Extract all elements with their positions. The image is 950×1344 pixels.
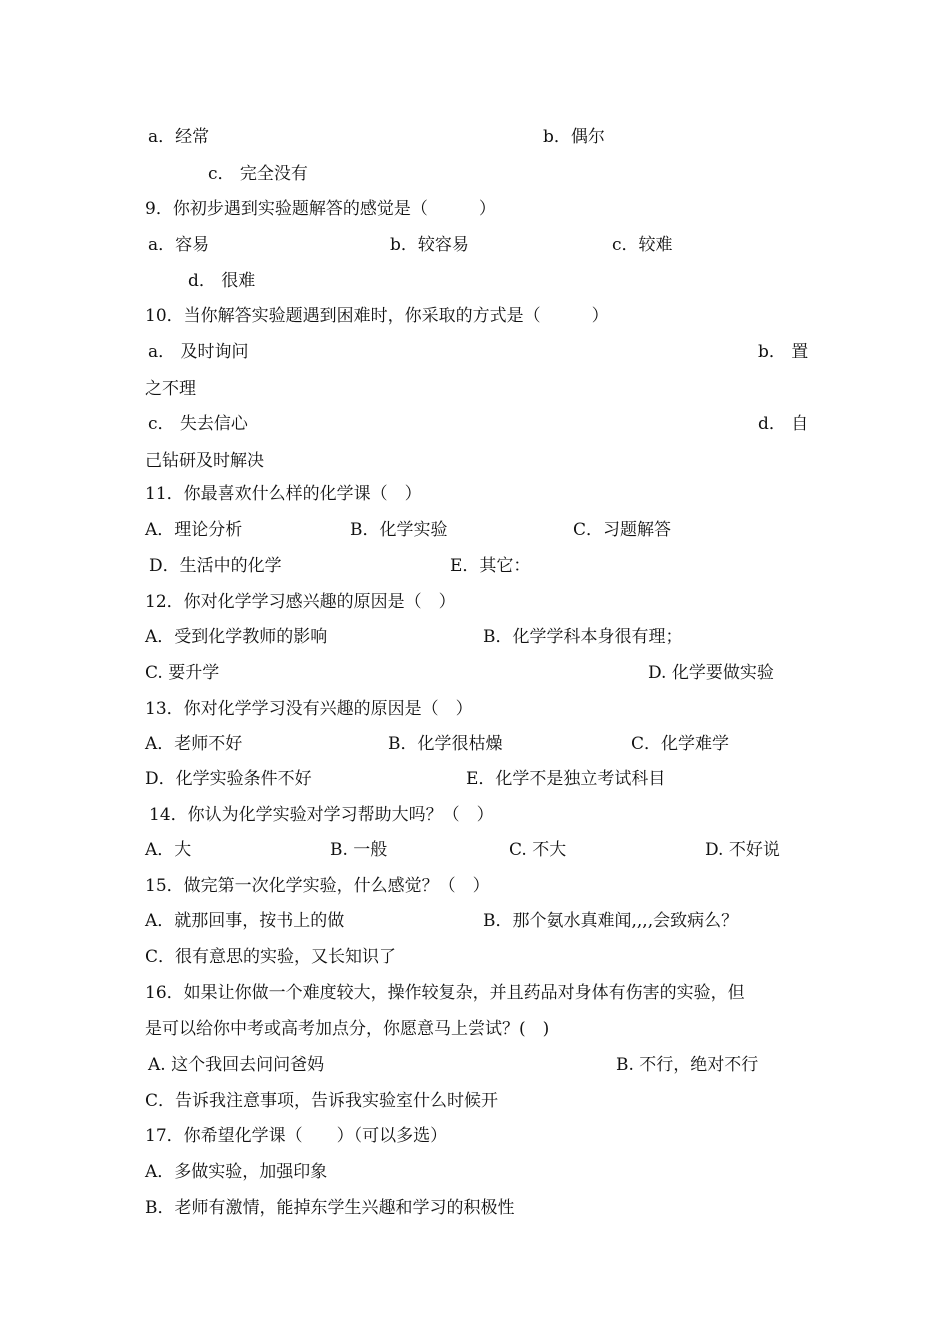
answer-line-9 bbox=[0, 233, 950, 257]
answer-line-16 bbox=[0, 1053, 950, 1077]
option-a: A．就那回事，按书上的做 bbox=[145, 911, 345, 931]
answer-line-8 bbox=[0, 125, 950, 149]
option-d: D. 不好说 bbox=[705, 840, 780, 860]
option-c: c． 完全没有 bbox=[208, 164, 308, 184]
answer-line-11 bbox=[0, 518, 950, 542]
option-b: B．化学实验 bbox=[350, 520, 448, 540]
option-e: E．化学不是独立考试科目 bbox=[466, 769, 666, 789]
answer-line-12 bbox=[0, 625, 950, 649]
answer-line-9d bbox=[0, 269, 950, 293]
option-d-continued: 己钻研及时解决 bbox=[145, 451, 264, 471]
option-d: d． 很难 bbox=[188, 271, 256, 291]
answer-line-10b-cont bbox=[0, 449, 950, 473]
option-b: b． 置 bbox=[758, 342, 809, 362]
option-b-continued: 之不理 bbox=[145, 379, 196, 399]
answer-line-16b bbox=[0, 1089, 950, 1113]
option-a: a．经常 bbox=[148, 127, 210, 147]
answer-line-15b bbox=[0, 945, 950, 969]
answer-line-13b bbox=[0, 767, 950, 791]
question-14 bbox=[0, 803, 950, 827]
option-a: A．大 bbox=[145, 840, 192, 860]
option-c: c． 失去信心 bbox=[148, 414, 248, 434]
option-c: C．化学难学 bbox=[631, 734, 730, 754]
option-c: C．习题解答 bbox=[573, 520, 672, 540]
option-b: B. 一般 bbox=[330, 840, 388, 860]
option-c: C. 要升学 bbox=[145, 663, 220, 683]
option-b: b．偶尔 bbox=[543, 127, 605, 147]
answer-line-10 bbox=[0, 340, 950, 364]
answer-line-8c bbox=[0, 162, 950, 186]
question-text: 16．如果让你做一个难度较大，操作较复杂，并且药品对身体有伤害的实验，但 bbox=[145, 983, 745, 1003]
option-c: C．告诉我注意事项，告诉我实验室什么时候开 bbox=[145, 1091, 499, 1111]
question-16-cont bbox=[0, 1017, 950, 1041]
question-text-continued: 是可以给你中考或高考加点分，你愿意马上尝试？( ) bbox=[145, 1019, 550, 1039]
answer-line-13 bbox=[0, 732, 950, 756]
option-a: A．老师不好 bbox=[145, 734, 243, 754]
answer-line-14 bbox=[0, 838, 950, 862]
question-9 bbox=[0, 197, 950, 221]
question-13 bbox=[0, 697, 950, 721]
question-text: 15．做完第一次化学实验，什么感觉？（ ） bbox=[145, 876, 490, 896]
option-a: a．容易 bbox=[148, 235, 210, 255]
option-c: C．很有意思的实验，又长知识了 bbox=[145, 947, 397, 967]
question-12 bbox=[0, 590, 950, 614]
option-a: a． 及时询问 bbox=[148, 342, 249, 362]
option-b: B. 不行，绝对不行 bbox=[616, 1055, 759, 1075]
option-d: D．生活中的化学 bbox=[149, 556, 282, 576]
question-text: 17．你希望化学课（ ）（可以多选） bbox=[145, 1126, 448, 1146]
answer-line-10-cont bbox=[0, 377, 950, 401]
option-d: d． 自 bbox=[758, 414, 809, 434]
option-c: c．较难 bbox=[612, 235, 673, 255]
option-b: B．那个氨水真难闻,,,,会致病么？ bbox=[483, 911, 739, 931]
option-a: A．理论分析 bbox=[145, 520, 243, 540]
answer-line-10b bbox=[0, 412, 950, 436]
question-11 bbox=[0, 482, 950, 506]
option-a: A．受到化学教师的影响 bbox=[145, 627, 328, 647]
option-d: D. 化学要做实验 bbox=[648, 663, 774, 683]
answer-line-11b bbox=[0, 554, 950, 578]
answer-line-17b bbox=[0, 1196, 950, 1220]
question-text: 13．你对化学学习没有兴趣的原因是（ ） bbox=[145, 699, 473, 719]
question-10 bbox=[0, 304, 950, 328]
option-a: A. 这个我回去问问爸妈 bbox=[148, 1055, 325, 1075]
question-text: 12．你对化学学习感兴趣的原因是（ ） bbox=[145, 592, 456, 612]
question-text: 11．你最喜欢什么样的化学课（ ） bbox=[145, 484, 422, 504]
option-b: b．较容易 bbox=[390, 235, 469, 255]
option-d: D．化学实验条件不好 bbox=[145, 769, 312, 789]
option-b: B．老师有激情，能掉东学生兴趣和学习的积极性 bbox=[145, 1198, 515, 1218]
answer-line-12b bbox=[0, 661, 950, 685]
question-text: 10．当你解答实验题遇到困难时，你采取的方式是（ ） bbox=[145, 306, 609, 326]
question-17 bbox=[0, 1124, 950, 1148]
option-e: E．其它： bbox=[450, 556, 531, 576]
answer-line-15 bbox=[0, 909, 950, 933]
answer-line-17a bbox=[0, 1160, 950, 1184]
question-16 bbox=[0, 981, 950, 1005]
question-text: 9．你初步遇到实验题解答的感觉是（ ） bbox=[145, 199, 496, 219]
option-c: C. 不大 bbox=[509, 840, 567, 860]
option-a: A．多做实验，加强印象 bbox=[145, 1162, 328, 1182]
option-b: B．化学很枯燥 bbox=[388, 734, 503, 754]
option-b: B．化学学科本身很有理； bbox=[483, 627, 683, 647]
question-text: 14．你认为化学实验对学习帮助大吗？（ ） bbox=[149, 805, 494, 825]
question-15 bbox=[0, 874, 950, 898]
